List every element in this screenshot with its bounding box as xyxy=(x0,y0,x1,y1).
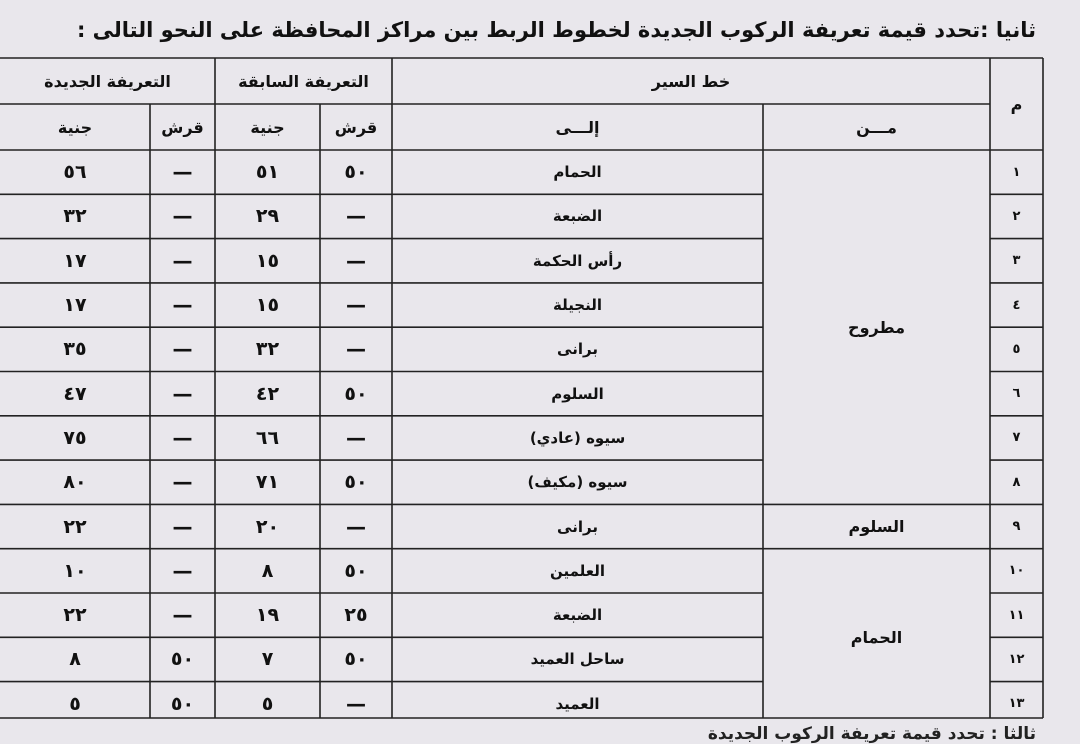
row-index: ٦ xyxy=(1012,386,1021,402)
old-pound-cell: ٤٢ xyxy=(255,382,280,405)
origin-cell: الحمام xyxy=(850,627,903,647)
header-old-pound: جنية xyxy=(250,117,285,137)
old-pound-cell: ٢٠ xyxy=(255,515,280,538)
new-piaster-cell: ٥٠ xyxy=(170,692,195,715)
old-piaster-cell: — xyxy=(346,425,366,450)
old-pound-cell: ١٥ xyxy=(255,249,280,272)
row-index: ٣ xyxy=(1012,253,1021,269)
new-piaster-cell: — xyxy=(172,425,193,450)
new-piaster-cell: — xyxy=(172,558,193,583)
destination-cell: النجيلة xyxy=(552,296,603,315)
row-index: ١٣ xyxy=(1008,696,1025,712)
old-pound-cell: ١٥ xyxy=(255,294,280,317)
destination-cell: الحمام xyxy=(553,163,602,182)
new-pound-cell: ٢٢ xyxy=(63,515,87,538)
destination-cell: العميد xyxy=(555,694,600,713)
new-piaster-cell: — xyxy=(172,204,193,229)
header-to: إلـــى xyxy=(555,117,600,137)
destination-cell: العلمين xyxy=(549,561,606,580)
row-index: ١٢ xyxy=(1008,651,1025,667)
next-section-fragment: ثالثا : تحدد قيمة تعريفة الركوب الجديدة xyxy=(707,724,1036,744)
destination-cell: الضبعة xyxy=(552,207,603,226)
header-old-piaster: قرش xyxy=(334,117,378,137)
page-title: ثانيا :تحدد قيمة تعريفة الركوب الجديدة لخطوط الربط بين مراكز المحافظة على النحو التالى : xyxy=(76,18,1036,42)
destination-cell: السلوم xyxy=(551,384,604,403)
destination-cell: سيوه (مكيف) xyxy=(527,473,628,492)
destination-cell: سيوه (عادي) xyxy=(529,428,626,447)
header-index: م xyxy=(1010,94,1023,114)
row-index: ٩ xyxy=(1012,519,1021,535)
row-index: ١ xyxy=(1012,164,1021,180)
old-pound-cell: ٦٦ xyxy=(255,426,280,449)
old-piaster-cell: ٥٠ xyxy=(344,382,368,405)
destination-cell: رأس الحكمة xyxy=(532,251,623,270)
new-pound-cell: ٢٢ xyxy=(63,604,87,627)
origin-cell: مطروح xyxy=(848,317,905,337)
old-pound-cell: ٥ xyxy=(261,692,274,715)
destination-cell: برانى xyxy=(557,517,598,536)
old-pound-cell: ٥١ xyxy=(255,161,280,184)
old-pound-cell: ٢٩ xyxy=(255,205,280,228)
row-index: ٤ xyxy=(1012,297,1021,313)
new-piaster-cell: — xyxy=(172,248,193,273)
old-piaster-cell: ٥٠ xyxy=(344,161,368,184)
new-piaster-cell: — xyxy=(172,381,193,406)
new-pound-cell: ٨٠ xyxy=(63,471,87,494)
old-pound-cell: ٧١ xyxy=(255,471,280,494)
new-pound-cell: ١٧ xyxy=(63,294,87,317)
row-index: ١١ xyxy=(1008,607,1025,623)
header-new-pound: جنية xyxy=(57,117,93,137)
old-piaster-cell: — xyxy=(346,514,366,539)
old-piaster-cell: ٥٠ xyxy=(344,648,368,671)
destination-cell: برانى xyxy=(557,340,598,359)
new-piaster-cell: ٥٠ xyxy=(170,648,195,671)
new-pound-cell: ٣٢ xyxy=(63,205,87,228)
old-pound-cell: ١٩ xyxy=(255,604,280,627)
new-piaster-cell: — xyxy=(172,160,193,185)
new-pound-cell: ٥ xyxy=(69,692,81,715)
new-pound-cell: ٥٦ xyxy=(63,161,87,184)
old-piaster-cell: ٥٠ xyxy=(344,559,368,582)
new-piaster-cell: — xyxy=(172,470,193,495)
destination-cell: الضبعة xyxy=(552,606,603,625)
old-piaster-cell: — xyxy=(346,248,366,273)
new-pound-cell: ٣٥ xyxy=(63,338,87,361)
new-pound-cell: ٧٥ xyxy=(63,426,87,449)
row-index: ٥ xyxy=(1012,341,1021,357)
old-pound-cell: ٣٢ xyxy=(255,338,280,361)
header-from: مـــن xyxy=(856,117,897,137)
header-new-fare: التعريفة الجديدة xyxy=(44,71,171,91)
header-new-piaster: قرش xyxy=(161,117,204,137)
old-pound-cell: ٧ xyxy=(261,648,274,671)
new-pound-cell: ٤٧ xyxy=(63,382,87,405)
row-index: ٨ xyxy=(1012,474,1021,490)
old-piaster-cell: — xyxy=(346,691,366,716)
old-piaster-cell: — xyxy=(346,204,366,229)
header-route: خط السير xyxy=(651,71,731,91)
origin-cell: السلوم xyxy=(848,517,905,537)
destination-cell: ساحل العميد xyxy=(530,650,625,669)
new-pound-cell: ١٧ xyxy=(63,249,87,272)
new-piaster-cell: — xyxy=(172,603,193,628)
header-old-fare: التعريفة السابقة xyxy=(238,71,369,91)
new-piaster-cell: — xyxy=(172,514,193,539)
old-piaster-cell: ٢٥ xyxy=(344,604,368,627)
new-pound-cell: ٨ xyxy=(69,648,81,671)
old-piaster-cell: — xyxy=(346,337,366,362)
new-pound-cell: ١٠ xyxy=(63,559,87,582)
row-index: ٧ xyxy=(1012,430,1021,446)
new-piaster-cell: — xyxy=(172,293,193,318)
old-piaster-cell: — xyxy=(346,293,366,318)
row-index: ٢ xyxy=(1012,208,1021,224)
old-piaster-cell: ٥٠ xyxy=(344,471,368,494)
row-index: ١٠ xyxy=(1008,563,1025,579)
old-pound-cell: ٨ xyxy=(261,559,274,582)
new-piaster-cell: — xyxy=(172,337,193,362)
